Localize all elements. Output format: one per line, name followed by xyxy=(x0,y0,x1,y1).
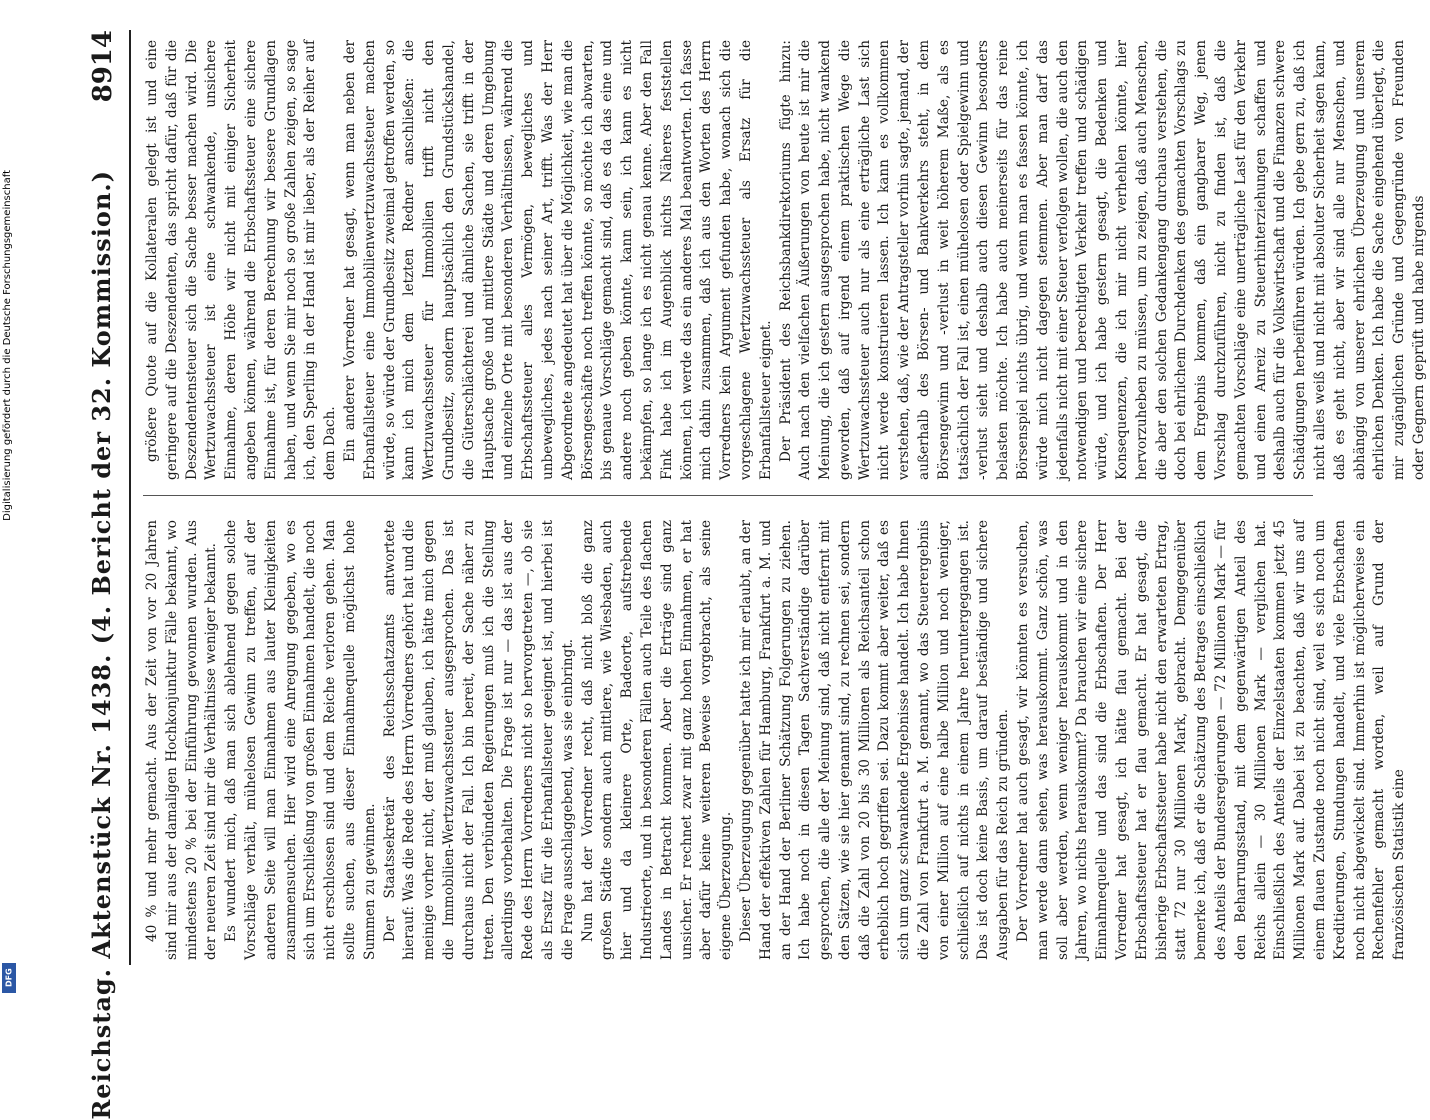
page-header xyxy=(68,30,118,1120)
column-divider xyxy=(143,495,1313,496)
paragraph: Der Präsident des Reichsbankdirektoriums fügte hinzu: Auch nach den vielfachen Äußerungen von heute ist mir die Meinung, die ich gestern ausgesprochen habe, nicht wankend geworden, daß auf irgend einem praktischen Wege die Wertzuwachssteuer auch nur als eine erträgliche Last sich nicht werde konstruieren lassen. Ich kann es vollkommen verstehen, daß, wie der Antragsteller vorhin sagte, jemand, der außerhalb des Börsen- und Bankverkehrs steht, in dem Börsengewinn und -verlust in weit höherem Maße, als es tatsächlich der Fall ist, einen mühelosen oder Spielgewinn und -verlust sieht und deshalb auch diesen Gewinn besonders belasten möchte. Ich habe auch meinerseits für das reine Börsenspiel nichts übrig, und wenn man es fassen könnte, ich würde mich nicht dagegen stemmen. Aber man darf das jedenfalls nicht mit einer Steuer verfolgen wollen, die auch den notwendigen und berechtigten Verkehr treffen und schädigen würde, und ich habe gestern gesagt, die Bedenken und Konsequenzen, die ich mir nicht verhehlen könnte, hier hervorzuheben zu müssen, um zu zeigen, daß auch Menschen, die aber den solchen Gedankengang durchaus verstehen, die doch bei ehrlichem Durchdenken des gemachten Vorschlags zu dem Ergebnis kommen, daß ein gangbarer Weg, jenen Vorschlag durchzuführen, nicht zu finden ist, daß die gemachten Vorschläge eine unerträgliche Last für den Verkehr und einen Anreiz zu Steuerhinterziehungen schaffen und deshalb auch für die Volkswirtschaft und die Finanzen schwere Schädigungen herbeiführen würden. Ich gebe gern zu, daß ich nicht alles weiß und nicht mit absoluter Sicherheit sagen kann, daß es geht nicht, aber wir sind alle nur Menschen, und abhängig von unserer ehrlichen Überzeugung und unserem ehrlichen Denken. Ich habe die Sache eingehend überlegt, die mir zugänglichen Gründe und Gegengründe von Freunden oder Gegnern geprüft und habe nirgends xyxy=(777,40,1427,480)
paragraph: Dieser Überzeugung gegenüber hatte ich mir erlaubt, an der Hand der effektiven Zahlen für Hamburg, Frankfurt a. M. und an der Hand der Berliner Schätzung Folgerungen zu ziehen. Ich habe noch in diesen Tagen Sachverständige darüber gesprochen, die alle der Meinung sind, daß nicht entfernt mit den Sätzen, wie sie hier genannt sind, zu rechnen sei, sondern daß die Zahl von 20 bis 30 Millionen als Reichsanteil schon erheblich hoch gegriffen sei. Dazu kommt aber weiter, daß es sich um ganz schwankende Ergebnisse handelt. Ich habe Ihnen die Zahl von Frankfurt a. M. genannt, wo das Steuerergebnis von einer Million auf eine halbe Million und noch weniger, schließlich auf nichts in einem Jahre heruntergegangen ist. Das ist doch keine Basis, um darauf beständige und sichere Ausgaben für das Reich zu gründen. xyxy=(737,520,1012,960)
dfg-logo-text: DFG xyxy=(4,968,14,988)
paragraph: Es wundert mich, daß man sich ablehnend gegen solche Vorschläge verhält, mühelosen Gewinn zu treffen, auf der anderen Seite will man Einnahmen aus lauter Kleinigkeiten zusammensuchen. Hier wird eine Anregung gegeben, wo es sich um Erschließung von großen Einnahmen handelt, die noch nicht erschlossen sind und dem Reiche verloren gehen. Man sollte suchen, aus dieser Einnahmequelle möglichst hohe Summen zu gewinnen. xyxy=(223,520,378,960)
page-header-title: Reichstag. Aktenstück Nr. 1438. (4. Bericht der 32. Kommission.) xyxy=(87,170,116,1120)
dfg-logo-icon xyxy=(2,963,16,993)
text-column-left xyxy=(143,520,1408,960)
text-column-right xyxy=(143,40,1427,480)
digitization-note: Digitalisierung gefördert durch die Deutsche Forschungsgemeinschaft xyxy=(2,170,13,521)
paragraph: größere Quote auf die Kollateralen gelegt ist und eine geringere auf die Deszendenten, das spricht dafür, daß für die Deszendentensteuer sich die Sache besser machen wird. Die Wertzuwachssteuer ist eine schwankende, unsichere Einnahme, deren Höhe wir nicht mit einiger Sicherheit angeben können, während die Erbschaftssteuer eine sichere Einnahme ist, für deren Berechnung wir bessere Grundlagen haben, und wenn Sie mir noch so große Zahlen zeigen, so sage ich, den Sperling in der Hand ist mir lieber, als der Reiher auf dem Dach. xyxy=(144,40,339,480)
paragraph: Ein anderer Vorredner hat gesagt, wenn man neben der Erbanfallsteuer eine Immobilienwertzuwachssteuer machen würde, so würde der Grundbesitz zweimal getroffen werden, so kann ich mich dem letzten Redner anschließen: die Wertzuwachssteuer für Immobilien trifft nicht den Grundbesitz, sondern hauptsächlich den Grundstückshandel, die Güterschlächterei und ähnliche Sachen, sie trifft in der Hauptsache große und mittlere Städte und deren Umgebung und einzelne Orte mit besonderen Verhältnissen, während die Erbschaftssteuer alles Vermögen, bewegliches und unbewegliches, jedes nach seiner Art, trifft. Was der Herr Abgeordnete angedeutet hat über die Möglichkeit, wie man die Börsengeschäfte noch treffen könnte, so möchte ich abwarten, bis genaue Vorschläge gemacht sind, daß es da das eine und andere noch geben könnte, kann sein, ich kann es nicht bekämpfen, so lange ich es nicht genau kenne. Aber den Fall Fink habe ich im Augenblick nichts Näheres feststellen können, ich werde das ein anderes Mal beantworten. Ich fasse mich dahin zusammen, daß ich aus den Worten des Herrn Vorredners kein Argument gefunden habe, wonach sich die vorgeschlagene Wertzuwachssteuer als Ersatz für die Erbanfallsteuer eignet. xyxy=(341,40,774,480)
page-number: 8914 xyxy=(88,30,118,103)
header-rule xyxy=(129,30,131,965)
paragraph: Der Vorredner hat auch gesagt, wir könnten es versuchen, man werde dann sehen, was herauskommt. Ganz schön, was soll aber werden, wenn weniger herauskommt und in den Jahren, wo nichts herauskommt? Da brauchen wir eine sichere Einnahmequelle und das sind die Erbschaften. Der Herr Vorredner hat gesagt, ich hätte flau gemacht. Bei der Erbschaftssteuer hat er flau gemacht. Er hat gesagt, die bisherige Erbschaftssteuer habe nicht den erwarteten Ertrag, statt 72 nur 30 Millionen Mark, gebracht. Demgegenüber bemerke ich, daß er die Schätzung des Betrages einschließlich des Anteils der Bundesregierungen — 72 Millionen Mark — für den Beharrungsstand, mit dem gegenwärtigen Anteil des Reichs allein — 30 Millionen Mark — verglichen hat. Einschließlich des Anteils der Einzelstaaten kommen jetzt 45 Millionen Mark auf. Dabei ist zu beachten, daß wir uns auf einem flauen Zustande noch nicht sind, weil es sich noch um Kreditierungen, Stundungen handelt, und viele Erbschaften noch nicht abgewickelt sind. Immerhin ist möglicherweise ein Rechenfehler gemacht worden, weil auf Grund der französischen Statistik eine xyxy=(1015,520,1408,960)
paragraph: Der Staatssekretär des Reichsschatzamts antwortete hierauf: Was die Rede des Herrn Vorredners gehört hat und die meinige vorher nicht, der muß glauben, ich hätte mich gegen die Immobilien-Wertzuwachssteuer ausgesprochen. Das ist durchaus nicht der Fall. Ich bin bereit, der Sache näher zu treten. Den verbündeten Regierungen muß ich die Stellung allerdings vorbehalten. Die Frage ist nur — das ist aus der Rede des Herrn Vorredners nicht so hervorgetreten —, ob sie als Ersatz für die Erbanfallsteuer geeignet ist, und hierbei ist die Frage ausschlaggebend, was sie einbringt. xyxy=(381,520,576,960)
paragraph: Nun hat der Vorredner recht, daß nicht bloß die ganz großen Städte sondern auch mittlere, wie Wiesbaden, auch hier und da kleinere Orte, Badeorte, aufstrebende Industrieorte, und in besonderen Fällen auch Teile des flachen Landes in Betracht kommen. Aber die Erträge sind ganz unsicher. Er rechnet zwar mit ganz hohen Einnahmen, er hat aber dafür keine weiteren Beweise vorgebracht, als seine eigene Überzeugung. xyxy=(579,520,735,960)
paragraph: 40 % und mehr gemacht. Aus der Zeit von vor 20 Jahren sind mir aus der damaligen Hochkonjunktur Fälle bekannt, wo mindestens 20 % bei der Einführung gewonnen wurden. Aus der neueren Zeit sind mir die Verhältnisse weniger bekannt. xyxy=(144,520,220,960)
